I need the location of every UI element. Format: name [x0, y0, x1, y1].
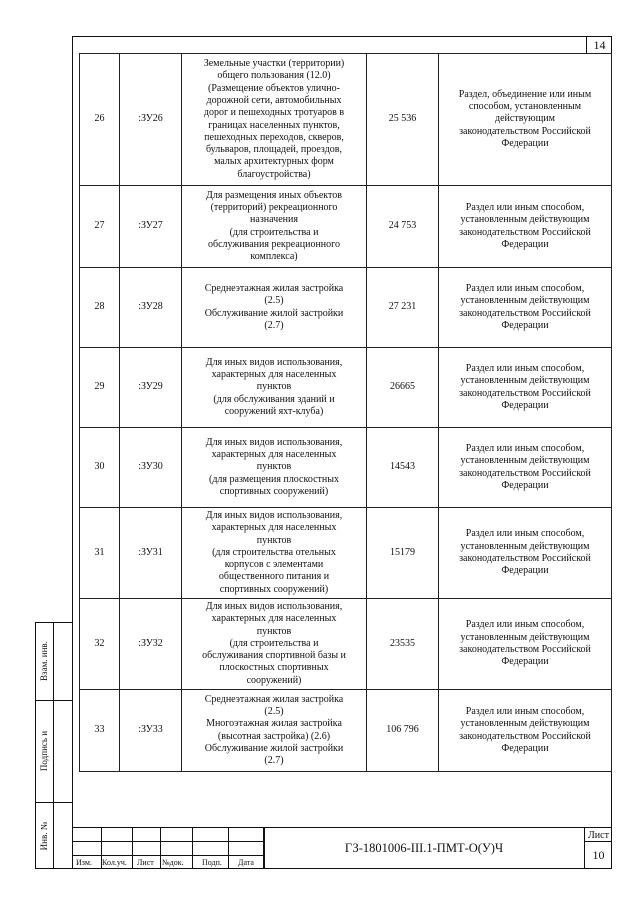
cell-num: 28: [80, 268, 120, 348]
stamp-podp: Подп.: [202, 858, 222, 867]
cell-method: Раздел или иным способом, установленным действующим законодательством Российской Федерации: [439, 599, 612, 690]
sheet-label: Лист: [588, 830, 609, 841]
cell-method: Раздел, объединение или иным способом, установленным действующим законодательством Российской Федерации: [439, 54, 612, 186]
cell-method: Раздел или иным способом, установленным действующим законодательством Российской Федерации: [439, 508, 612, 599]
cell-method: Раздел или иным способом, установленным действующим законодательством Российской Федерации: [439, 690, 612, 772]
document-code: ГЗ-1801006-III.1-ПМТ-О(У)Ч: [344, 841, 504, 855]
land-plot-table: [79, 53, 612, 772]
side-cell-inv-value: [53, 802, 73, 869]
cell-num: 27: [80, 186, 120, 268]
cell-method: Раздел или иным способом, установленным действующим законодательством Российской Федерации: [439, 348, 612, 428]
cell-code: :ЗУ29: [120, 348, 182, 428]
cell-method: Раздел или иным способом, установленным действующим законодательством Российской Федерации: [439, 186, 612, 268]
cell-method: Раздел или иным способом, установленным действующим законодательством Российской Федерации: [439, 268, 612, 348]
side-cell-podpis-value: [53, 700, 73, 803]
stamp-top-line: [72, 827, 612, 828]
cell-use: Для размещения иных объектов (территорий) рекреационного назначения (для строительства и обслуживания рекреационного комплекса): [182, 186, 367, 268]
stamp-ndok: №док.: [162, 858, 184, 867]
stamp-divider-3: [160, 827, 161, 869]
table-row: [80, 186, 612, 268]
stamp-izm: Изм.: [76, 858, 92, 867]
side-label-inv: Инв. №: [39, 821, 49, 851]
cell-code: :ЗУ28: [120, 268, 182, 348]
cell-code: :ЗУ27: [120, 186, 182, 268]
cell-area: 106 796: [367, 690, 439, 772]
cell-code: :ЗУ32: [120, 599, 182, 690]
stamp-sheet-line: [584, 841, 612, 842]
side-label-podpis: Подпись и: [39, 730, 49, 772]
table-row: [80, 348, 612, 428]
cell-use: Среднеэтажная жилая застройка (2.5) Обслуживание жилой застройки (2.7): [182, 268, 367, 348]
stamp-koluch: Кол.уч.: [102, 858, 127, 867]
cell-use: Для иных видов использования, характерных для населенных пунктов (для обслуживания зданий и сооружений яхт-клуба): [182, 348, 367, 428]
cell-num: 31: [80, 508, 120, 599]
table-row: [80, 54, 612, 186]
cell-use: Среднеэтажная жилая застройка (2.5) Многоэтажная жилая застройка (высотная застройка) (2.6) Обслуживание жилой застройки (2.7): [182, 690, 367, 772]
stamp-divider-2: [132, 827, 133, 869]
side-label-vzam: Взам. инв.: [39, 641, 49, 681]
cell-use: Земельные участки (территории) общего пользования (12.0) (Размещение объектов улично- дорожной сети, автомобильных дорог и пешеходных тротуаров в границах населенных пунктов, пешеходных переходов, скверов, бульваров, площадей, проездов, малых архитектурных форм благоустройства): [182, 54, 367, 186]
cell-use: Для иных видов использования, характерных для населенных пунктов (для размещения плоскостных спортивных сооружений): [182, 428, 367, 508]
cell-num: 32: [80, 599, 120, 690]
cell-num: 29: [80, 348, 120, 428]
cell-area: 26665: [367, 348, 439, 428]
cell-area: 14543: [367, 428, 439, 508]
table-row: [80, 690, 612, 772]
cell-area: 15179: [367, 508, 439, 599]
cell-method: Раздел или иным способом, установленным действующим законодательством Российской Федерации: [439, 428, 612, 508]
stamp-divider-4: [192, 827, 193, 869]
cell-code: :ЗУ33: [120, 690, 182, 772]
cell-num: 30: [80, 428, 120, 508]
cell-area: 23535: [367, 599, 439, 690]
cell-area: 27 231: [367, 268, 439, 348]
table-row: [80, 599, 612, 690]
cell-use: Для иных видов использования, характерных для населенных пунктов (для строительства и обслуживания спортивной базы и плоскостных спортивных сооружений): [182, 599, 367, 690]
side-cell-vzam-value: [53, 622, 73, 701]
cell-code: :ЗУ26: [120, 54, 182, 186]
table-row: [80, 508, 612, 599]
table-row: [80, 268, 612, 348]
stamp-divider-5: [228, 827, 229, 869]
stamp-data: Дата: [238, 858, 254, 867]
cell-num: 26: [80, 54, 120, 186]
cell-area: 25 536: [367, 54, 439, 186]
cell-code: :ЗУ30: [120, 428, 182, 508]
cell-area: 24 753: [367, 186, 439, 268]
cell-num: 33: [80, 690, 120, 772]
page-number: 14: [586, 36, 612, 54]
stamp-list: Лист: [137, 858, 154, 867]
sheet-number: 10: [592, 848, 605, 862]
cell-code: :ЗУ31: [120, 508, 182, 599]
cell-use: Для иных видов использования, характерных для населенных пунктов (для строительства отельных корпусов с элементами общественного питания и спортивных сооружений): [182, 508, 367, 599]
table-row: [80, 428, 612, 508]
